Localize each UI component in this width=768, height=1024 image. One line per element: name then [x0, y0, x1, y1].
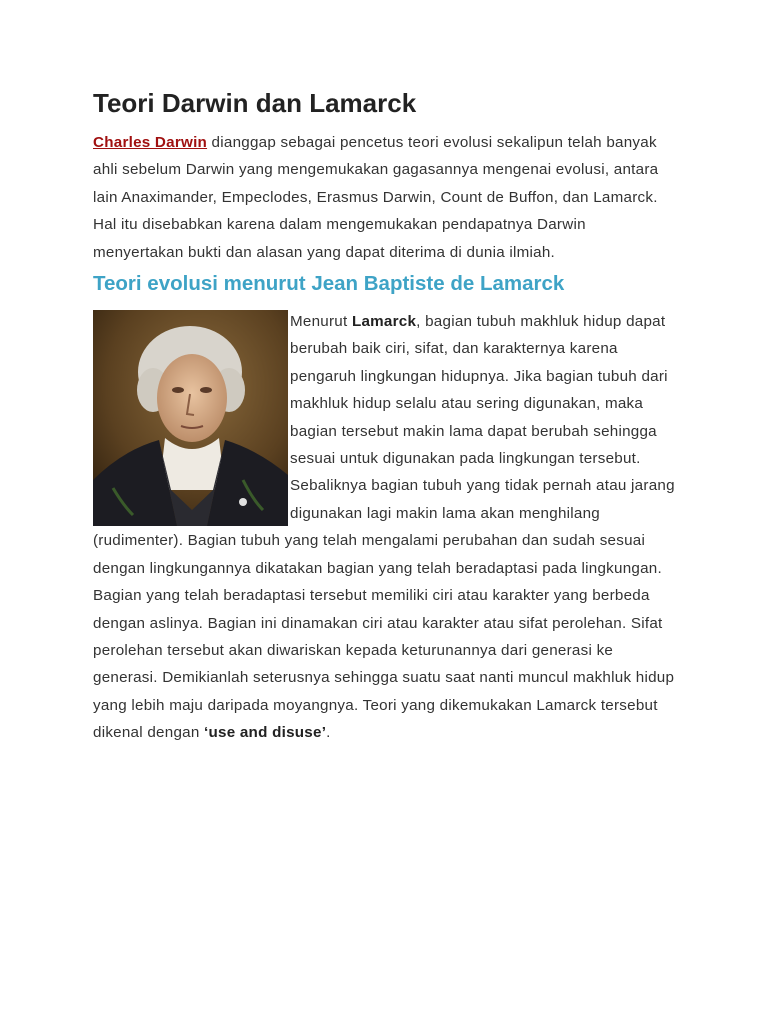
section-heading: Teori evolusi menurut Jean Baptiste de Lamarck	[93, 272, 565, 296]
page-title: Teori Darwin dan Lamarck	[93, 88, 417, 118]
section-body-text: , bagian tubuh makhluk hidup dapat berubah baik ciri, sifat, dan karakternya karena pengaruh lingkungan hidupnya. Jika bagian tubuh dari makhluk hidup selalu atau sering digunakan, maka bagian tersebut makin lama dapat berubah sehingga sesuai untuk digunakan pada lingkungan tersebut. Sebaliknya bagian tubuh yang tidak pernah atau jarang digunakan lagi makin lama akan menghilang (rudimenter). Bagian tubuh yang telah mengalami perubahan dan sudah sesuai dengan lingkungannya dikatakan bagian yang telah beradaptasi pada lingkungan. Bagian yang telah beradaptasi tersebut memiliki ciri atau karakter yang berbeda dengan aslinya. Bagian ini dinamakan ciri atau karakter atau sifat perolehan. Sifat perolehan tersebut akan diwariskan kepada keturunannya dari generasi ke generasi. Demikianlah seterusnya sehingga suatu saat nanti muncul makhluk hidup yang lebih maju daripada moyangnya. Teori yang dikemukakan Lamarck tersebut dikenal dengan	[93, 313, 675, 742]
lamarck-portrait-image	[93, 310, 288, 526]
use-and-disuse-term: ‘use and disuse’	[204, 724, 327, 742]
document	[93, 86, 678, 747]
lamarck-name: Lamarck	[351, 313, 417, 331]
section-end: .	[326, 724, 331, 742]
intro-paragraph	[93, 129, 678, 266]
intro-text: dianggap sebagai pencetus teori evolusi sekalipun telah banyak ahli sebelum Darwin yang mengemukakan gagasannya mengenai evolusi, antara lain Anaximander, Empeclodes, Erasmus Darwin, Count de Buffon, dan Lamarck. Hal itu disebabkan karena dalam mengemukakan pendapatnya Darwin menyertakan bukti dan alasan yang dapat diterima di dunia ilmiah.	[93, 134, 659, 261]
section-intro: Menurut	[290, 313, 352, 331]
charles-darwin-link[interactable]: Charles Darwin	[93, 134, 208, 151]
lamarck-section	[93, 308, 678, 747]
